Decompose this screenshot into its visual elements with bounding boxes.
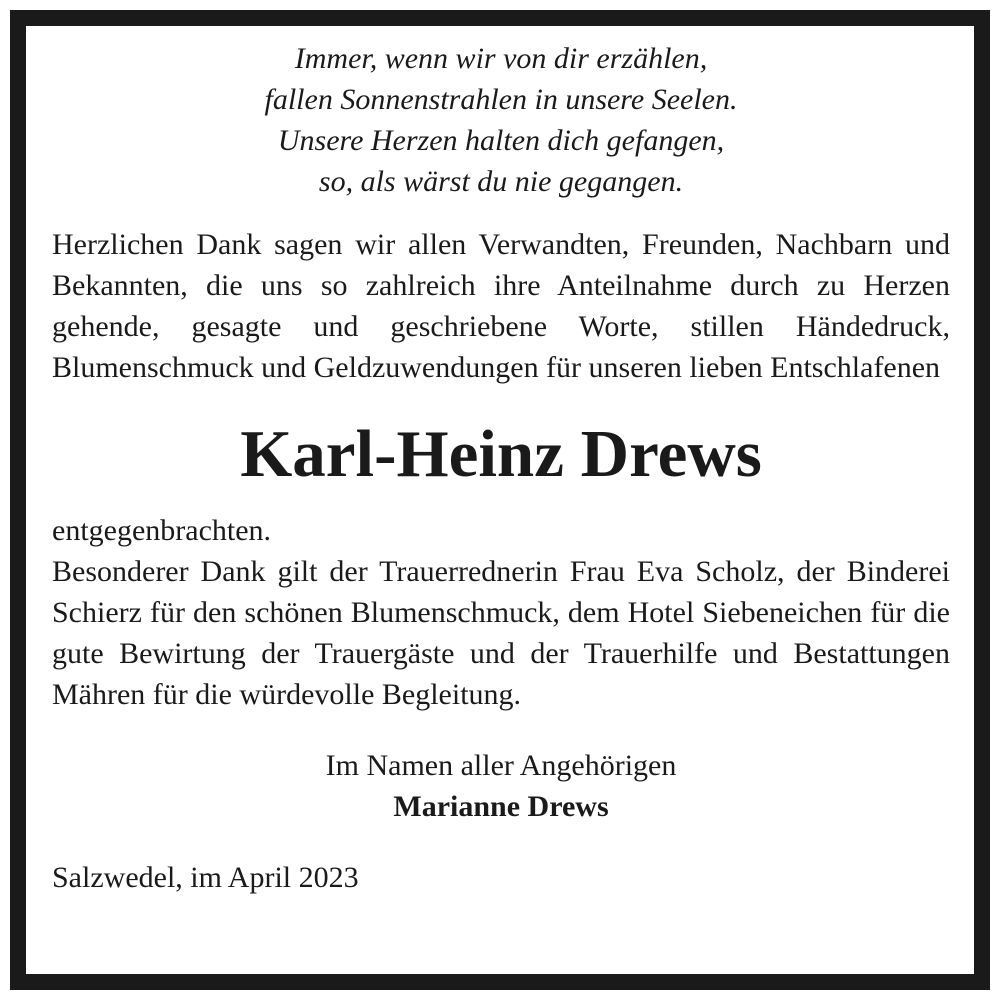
poem-line: Unsere Herzen halten dich gefangen, xyxy=(277,124,725,157)
closing-first-line: entgegenbrachten. xyxy=(52,514,272,547)
deceased-name: Karl-Heinz Drews xyxy=(240,417,762,491)
poem-line: so, als wärst du nie gegangen. xyxy=(318,165,684,198)
signature-name: Marianne Drews xyxy=(393,790,609,823)
poem-line: fallen Sonnenstrahlen in unsere Seelen. xyxy=(264,83,738,116)
thanks-paragraph: Herzlichen Dank sagen wir allen Verwandten, Freunden, Nachbarn und Bekannten, die uns so zahlreich ihre Anteilnahme durch zu Herzen gehende, gesagte und geschriebene Worte, stillen Händedruck, Blumenschmuck und Geldzuwendungen für unseren lieben Entschlafenen xyxy=(52,228,950,384)
notice-content xyxy=(52,38,950,898)
signature-block xyxy=(52,745,950,827)
poem xyxy=(52,38,950,202)
signature-line: Im Namen aller Angehörigen xyxy=(325,749,677,782)
special-thanks-paragraph: Besonderer Dank gilt der Trauerrednerin Frau Eva Scholz, der Binderei Schierz für den schönen Blumenschmuck, dem Hotel Siebeneichen für die gute Bewirtung der Trauergäste und der Trauerhilfe und Bestattungen Mähren für die würdevolle Begleitung. xyxy=(52,555,950,711)
place-date: Salzwedel, im April 2023 xyxy=(52,861,359,894)
closing-block xyxy=(52,510,950,715)
poem-line: Immer, wenn wir von dir erzählen, xyxy=(294,42,708,75)
